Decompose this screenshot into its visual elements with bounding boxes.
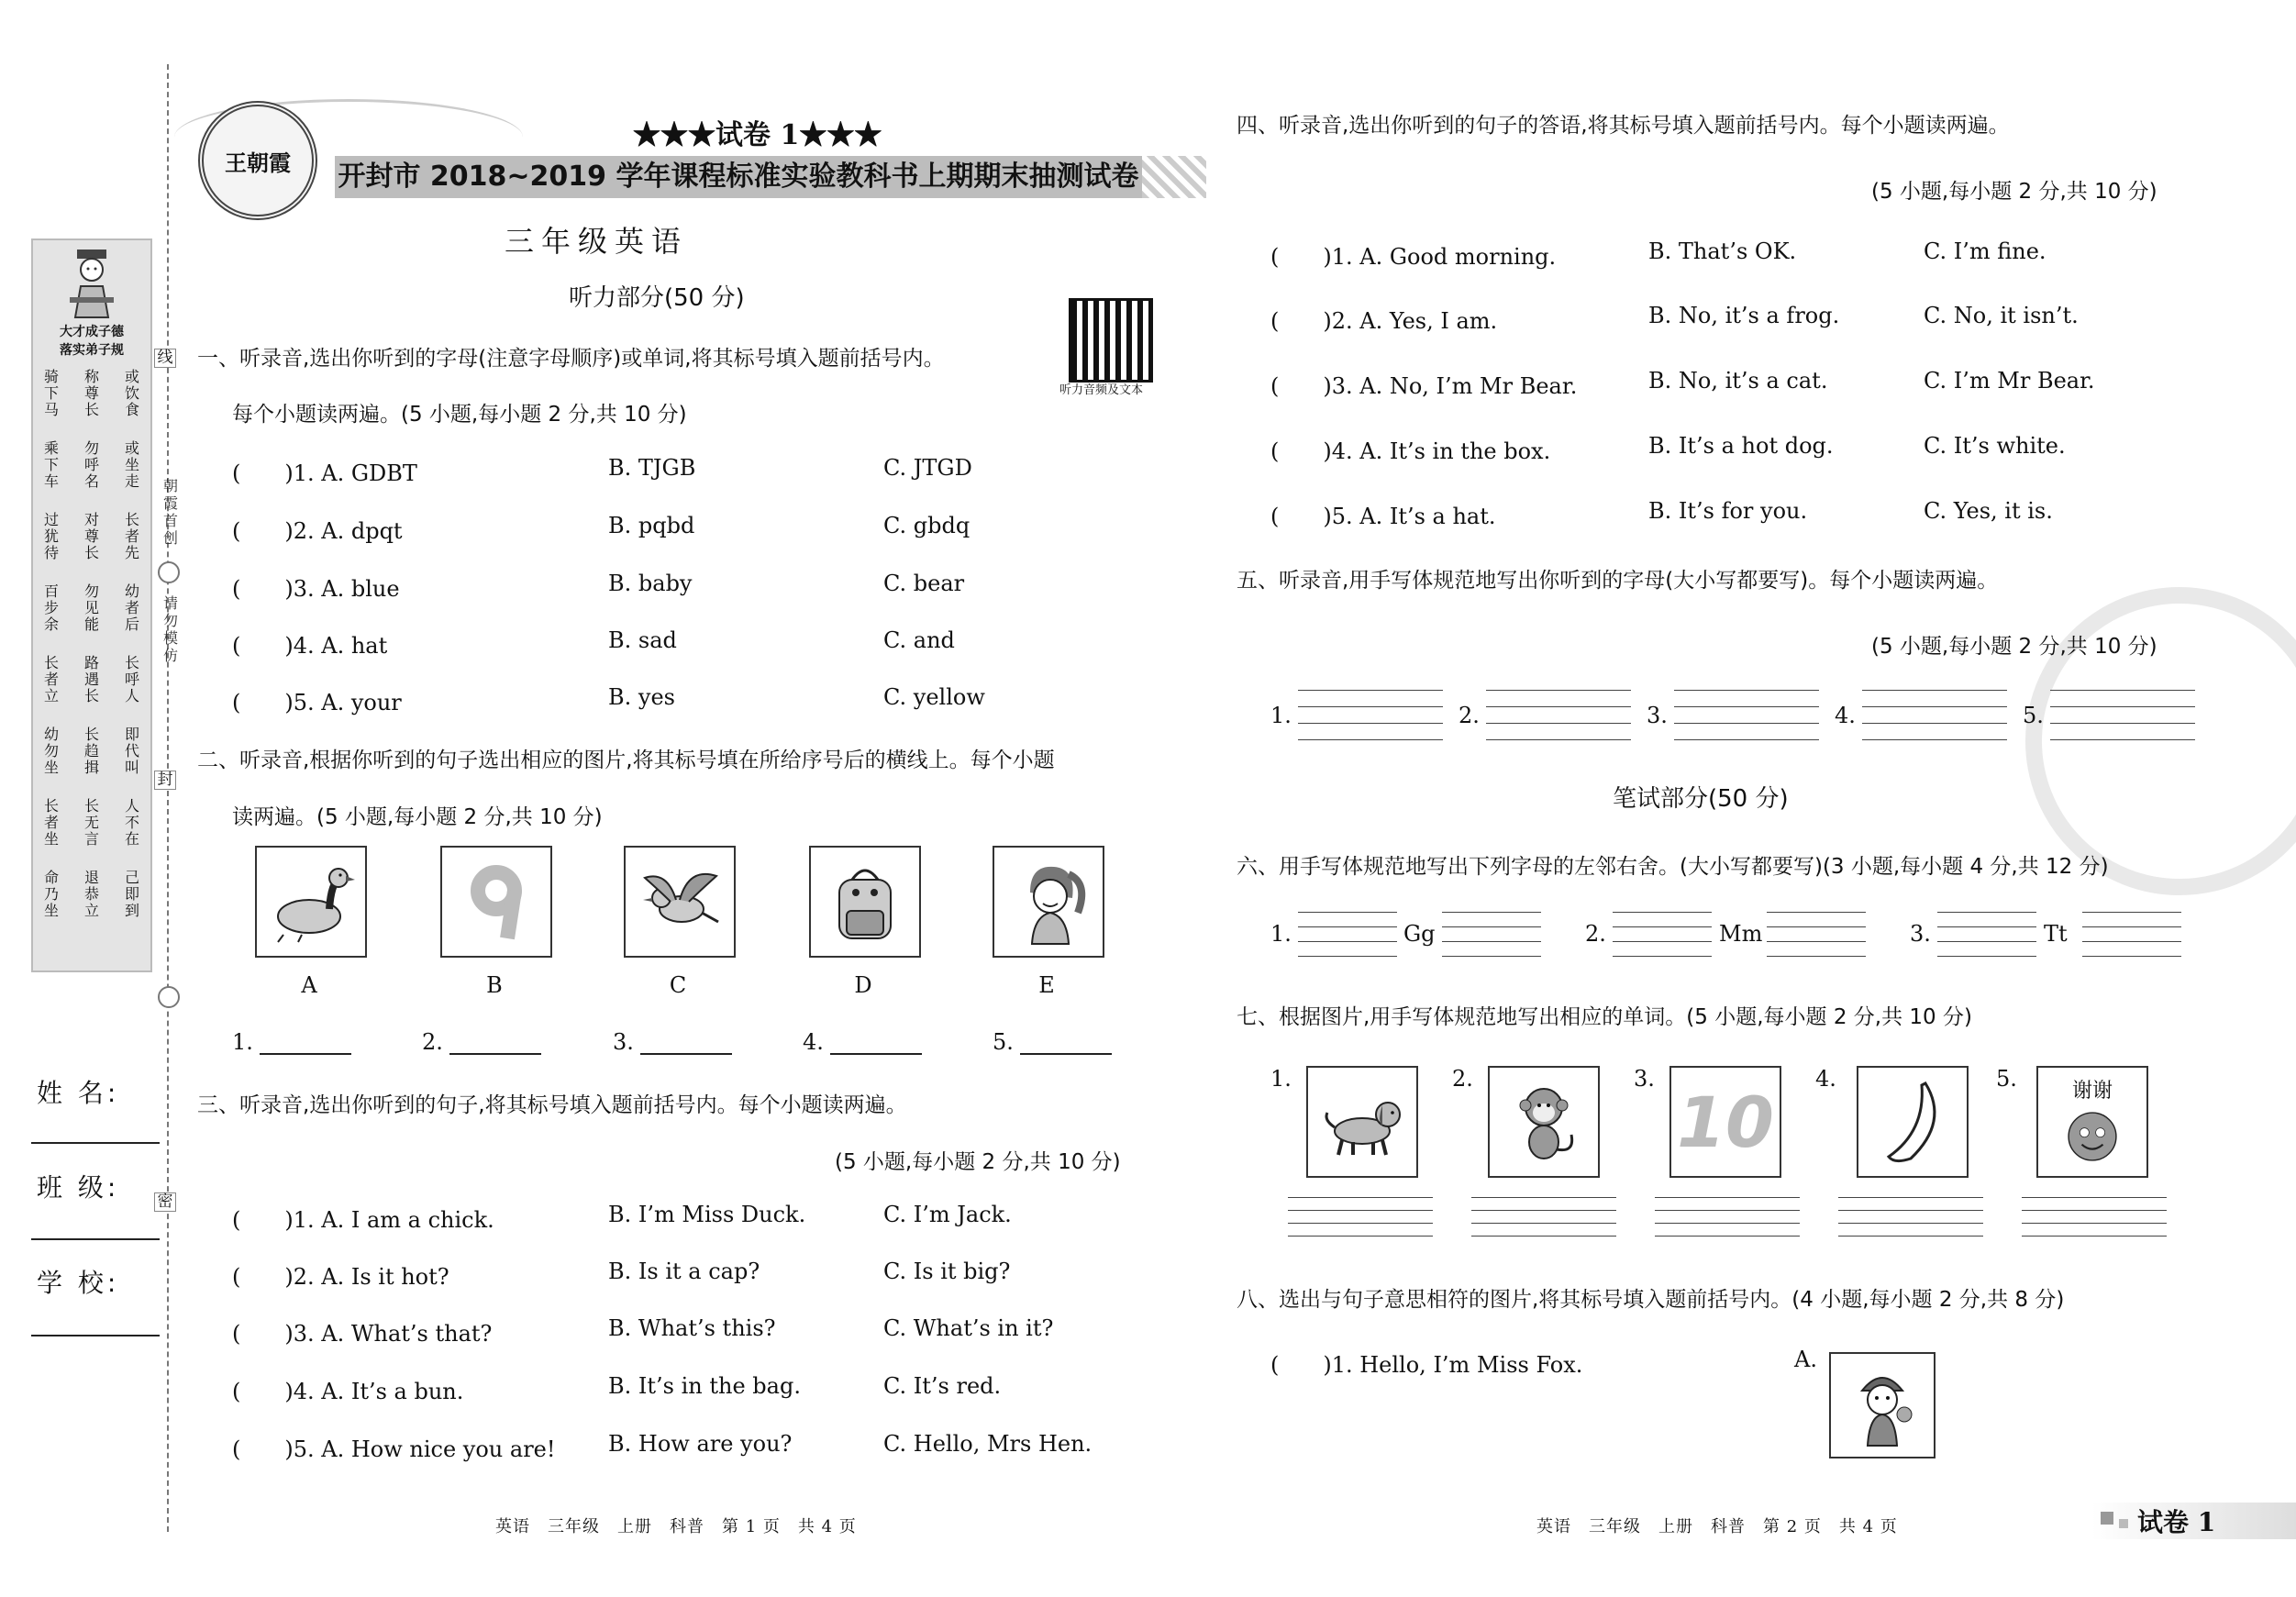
- bird-icon[interactable]: [624, 846, 736, 958]
- q4-opt-b[interactable]: B. No, it’s a cat.: [1648, 368, 1828, 394]
- brand-logo: [198, 101, 317, 220]
- q2-answer-5: 5.: [993, 1029, 1014, 1055]
- girl-icon[interactable]: [993, 846, 1104, 958]
- q8-option-a-label: A.: [1794, 1347, 1817, 1372]
- motto-col: 或 坐 走: [124, 439, 139, 490]
- binding-ring-icon: [158, 986, 180, 1008]
- q4-opt-c[interactable]: C. No, it isn’t.: [1924, 303, 2079, 328]
- binding-label-seal: 封: [154, 771, 176, 790]
- q4-opt-a[interactable]: ( )4. A. It’s in the box.: [1270, 438, 1551, 464]
- number-ten-text: 10: [1677, 1081, 1774, 1163]
- school-label: 学 校:: [37, 1268, 120, 1298]
- writing-lines[interactable]: [2022, 1197, 2167, 1236]
- q4-heading: 四、听录音,选出你听到的句子的答语,将其标号填入题前括号内。每个小题读两遍。: [1237, 114, 2010, 138]
- q4-score: (5 小题,每小题 2 分,共 10 分): [1871, 180, 2157, 204]
- motto-col: 退 恭 立: [83, 869, 99, 919]
- answer-blank[interactable]: [260, 1053, 351, 1055]
- q3-opt-a[interactable]: ( )2. A. Is it hot?: [232, 1264, 449, 1290]
- q3-score: (5 小题,每小题 2 分,共 10 分): [835, 1150, 1121, 1174]
- writing-lines[interactable]: [1486, 690, 1631, 739]
- q3-opt-c[interactable]: C. Is it big?: [883, 1259, 1011, 1284]
- qr-caption: 听力音频及文本: [1059, 383, 1144, 397]
- writing-lines[interactable]: [1767, 912, 1866, 956]
- q5-number: 3.: [1647, 703, 1668, 728]
- number-ten-icon[interactable]: [1669, 1066, 1781, 1178]
- motto-col: 长 无 言: [83, 797, 99, 848]
- picture-label: A: [301, 972, 317, 998]
- q1-opt-b[interactable]: B. pqbd: [608, 513, 695, 538]
- writing-lines[interactable]: [1442, 912, 1541, 956]
- q1-opt-a[interactable]: ( )2. A. dpqt: [232, 518, 403, 544]
- banner-pattern: [1142, 156, 1206, 198]
- dog-icon[interactable]: [1306, 1066, 1418, 1178]
- writing-lines[interactable]: [1298, 912, 1397, 956]
- listening-title: 听力部分(50 分): [569, 284, 745, 312]
- q4-opt-b[interactable]: B. No, it’s a frog.: [1648, 303, 1840, 328]
- q1-heading: 一、听录音,选出你听到的字母(注意字母顺序)或单词,将其标号填入题前括号内。: [197, 347, 945, 371]
- name-field[interactable]: [31, 1142, 160, 1144]
- q4-opt-b[interactable]: B. It’s a hot dog.: [1648, 433, 1834, 459]
- binding-dashed-line: [167, 64, 169, 1532]
- q2-heading-2: 读两遍。(5 小题,每小题 2 分,共 10 分): [232, 805, 603, 829]
- writing-lines[interactable]: [1288, 1197, 1433, 1236]
- q2-heading: 二、听录音,根据你听到的句子选出相应的图片,将其标号填在所给序号后的横线上。每个小题: [197, 749, 1055, 772]
- q4-opt-a[interactable]: ( )2. A. Yes, I am.: [1270, 308, 1498, 334]
- motto-col: 幼 勿 坐: [43, 726, 59, 776]
- class-label: 班 级:: [37, 1172, 120, 1203]
- q6-heading: 六、用手写体规范地写出下列字母的左邻右舍。(大小写都要写)(3 小题,每小题 4 分,共 12 分): [1237, 855, 2109, 879]
- q1-opt-c[interactable]: C. and: [883, 627, 955, 653]
- q6-number: 3.: [1910, 921, 1931, 947]
- q3-opt-b[interactable]: B. It’s in the bag.: [608, 1373, 801, 1399]
- motto-col: 即 代 叫: [124, 726, 139, 776]
- q7-number: 2.: [1452, 1066, 1473, 1092]
- q6-number: 2.: [1585, 921, 1606, 947]
- qr-code-icon[interactable]: [1069, 298, 1153, 383]
- q3-opt-c[interactable]: C. It’s red.: [883, 1373, 1002, 1399]
- footer-right: 英语 三年级 上册 科普 第 2 页 共 4 页: [1536, 1517, 1898, 1536]
- q7-number: 1.: [1270, 1066, 1292, 1092]
- footer-paper-tag: 试卷 1: [2137, 1507, 2216, 1537]
- q8-item-1[interactable]: ( )1. Hello, I’m Miss Fox.: [1270, 1352, 1583, 1378]
- q4-opt-b[interactable]: B. That’s OK.: [1648, 238, 1797, 264]
- school-field[interactable]: [31, 1335, 160, 1336]
- q6-letter: Gg: [1403, 921, 1436, 947]
- writing-lines[interactable]: [1937, 912, 2036, 956]
- motto-col: 命 乃 坐: [43, 869, 59, 919]
- writing-lines[interactable]: [1298, 690, 1443, 739]
- q5-number: 1.: [1270, 703, 1292, 728]
- duck-icon[interactable]: [255, 846, 367, 958]
- binding-label-line: 线: [154, 349, 176, 368]
- q1-opt-c[interactable]: C. yellow: [883, 684, 985, 710]
- q1-opt-c[interactable]: C. gbdq: [883, 513, 971, 538]
- q1-opt-c[interactable]: C. JTGD: [883, 455, 972, 481]
- motto-col: 幼 者 后: [124, 582, 139, 633]
- q8-heading: 八、选出与句子意思相符的图片,将其标号填入题前括号内。(4 小题,每小题 2 分,共 8 分): [1237, 1288, 2065, 1312]
- q3-opt-b[interactable]: B. What’s this?: [608, 1315, 776, 1341]
- writing-lines[interactable]: [1613, 912, 1712, 956]
- answer-blank[interactable]: [640, 1053, 732, 1055]
- motto-col: 长 呼 人: [124, 654, 139, 704]
- motto-col: 长 趋 揖: [83, 726, 99, 776]
- q3-opt-c[interactable]: C. Hello, Mrs Hen.: [883, 1431, 1093, 1457]
- answer-blank[interactable]: [830, 1053, 922, 1055]
- q2-answer-2: 2.: [422, 1029, 443, 1055]
- binding-text-2: 请 勿 模 仿: [162, 594, 178, 664]
- q2-answer-3: 3.: [613, 1029, 634, 1055]
- writing-lines[interactable]: [1674, 690, 1819, 739]
- q5-number: 2.: [1459, 703, 1480, 728]
- picture-label: C: [669, 972, 687, 998]
- motto-col: 长 者 先: [124, 511, 139, 561]
- q3-opt-a[interactable]: ( )1. A. I am a chick.: [232, 1207, 494, 1233]
- q3-opt-b[interactable]: B. Is it a cap?: [608, 1259, 760, 1284]
- q4-opt-c[interactable]: C. I’m Mr Bear.: [1924, 368, 2095, 394]
- written-title: 笔试部分(50 分): [1613, 785, 1789, 813]
- motto-line-2: 落实弟子规: [60, 343, 124, 358]
- motto-col: 称 尊 长: [83, 368, 99, 418]
- motto-col: 己 即 到: [124, 869, 139, 919]
- q3-opt-c[interactable]: C. I’m Jack.: [883, 1202, 1012, 1227]
- binding-label-secret: 密: [154, 1192, 176, 1212]
- writing-lines[interactable]: [2082, 912, 2181, 956]
- q5-heading: 五、听录音,用手写体规范地写出你听到的字母(大小写都要写)。每个小题读两遍。: [1237, 569, 1999, 593]
- schoolbag-icon[interactable]: [809, 846, 921, 958]
- motto-col: 人 不 在: [124, 797, 139, 848]
- picture-label: D: [854, 972, 872, 998]
- writing-lines[interactable]: [1862, 690, 2007, 739]
- q4-opt-c[interactable]: C. I’m fine.: [1924, 238, 2046, 264]
- motto-col: 百 步 余: [43, 582, 59, 633]
- motto-col: 长 者 坐: [43, 797, 59, 848]
- q4-opt-a[interactable]: ( )5. A. It’s a hat.: [1270, 504, 1496, 529]
- number-nine-icon[interactable]: [440, 846, 552, 958]
- motto-col: 勿 见 能: [83, 582, 99, 633]
- q1-opt-b[interactable]: B. sad: [608, 627, 677, 653]
- q3-opt-a[interactable]: ( )3. A. What’s that?: [232, 1321, 493, 1347]
- q3-opt-b[interactable]: B. How are you?: [608, 1431, 793, 1457]
- q2-answer-4: 4.: [803, 1029, 824, 1055]
- binding-text-1: 朝 霞 首 创: [162, 477, 178, 547]
- q1-opt-b[interactable]: B. TJGB: [608, 455, 696, 481]
- q3-opt-a[interactable]: ( )4. A. It’s a bun.: [232, 1379, 464, 1404]
- banana-icon[interactable]: [1857, 1066, 1969, 1178]
- motto-col: 或 饮 食: [124, 368, 139, 418]
- q4-opt-c[interactable]: C. It’s white.: [1924, 433, 2066, 459]
- q1-opt-b[interactable]: B. baby: [608, 571, 693, 596]
- class-field[interactable]: [31, 1238, 160, 1240]
- motto-col: 路 遇 长: [83, 654, 99, 704]
- q3-heading: 三、听录音,选出你听到的句子,将其标号填入题前括号内。每个小题读两遍。: [197, 1093, 907, 1117]
- picture-label: B: [486, 972, 503, 998]
- answer-blank[interactable]: [449, 1053, 541, 1055]
- footer-square-icon: [2101, 1512, 2113, 1525]
- q3-opt-a[interactable]: ( )5. A. How nice you are!: [232, 1436, 556, 1462]
- q7-number: 3.: [1634, 1066, 1655, 1092]
- motto-col: 对 尊 长: [83, 511, 99, 561]
- writing-lines[interactable]: [1471, 1197, 1616, 1236]
- motto-line-1: 大才成子德: [60, 325, 124, 339]
- q1-opt-c[interactable]: C. bear: [883, 571, 965, 596]
- motto-col: 骑 下 马: [43, 368, 59, 418]
- q4-opt-c[interactable]: C. Yes, it is.: [1924, 498, 2053, 524]
- q6-letter: Tt: [2044, 921, 2068, 947]
- answer-blank[interactable]: [1020, 1053, 1112, 1055]
- q5-score: (5 小题,每小题 2 分,共 10 分): [1871, 635, 2157, 659]
- writing-lines[interactable]: [1655, 1197, 1800, 1236]
- q5-number: 4.: [1835, 703, 1856, 728]
- q3-opt-b[interactable]: B. I’m Miss Duck.: [608, 1202, 806, 1227]
- q6-number: 1.: [1270, 921, 1292, 947]
- binding-ring-icon: [158, 561, 180, 583]
- q1-opt-a[interactable]: ( )5. A. your: [232, 690, 402, 715]
- name-label: 姓 名:: [37, 1078, 120, 1108]
- q4-opt-b[interactable]: B. It’s for you.: [1648, 498, 1808, 524]
- exam-banner: 开封市 2018~2019 学年课程标准实验教科书上期期末抽测试卷: [335, 156, 1142, 198]
- q7-number: 4.: [1815, 1066, 1836, 1092]
- q1-heading-2: 每个小题读两遍。(5 小题,每小题 2 分,共 10 分): [232, 403, 687, 427]
- q2-answer-1: 1.: [232, 1029, 253, 1055]
- paper-tag: ★★★试卷 1★★★: [633, 119, 882, 151]
- subject-title: 三年级英语: [504, 224, 688, 259]
- thanks-text: 谢谢: [2071, 1079, 2113, 1103]
- q7-heading: 七、根据图片,用手写体规范地写出相应的单词。(5 小题,每小题 2 分,共 10 分): [1237, 1005, 1972, 1029]
- q5-number: 5.: [2023, 703, 2044, 728]
- boy-icon[interactable]: [1829, 1352, 1936, 1458]
- q1-opt-b[interactable]: B. yes: [608, 684, 675, 710]
- q6-letter: Mm: [1719, 921, 1763, 947]
- picture-label: E: [1038, 972, 1055, 998]
- smiley-thanks-icon[interactable]: [2036, 1066, 2148, 1178]
- writing-lines[interactable]: [1838, 1197, 1983, 1236]
- q4-opt-a[interactable]: ( )3. A. No, I’m Mr Bear.: [1270, 373, 1578, 399]
- writing-lines[interactable]: [2050, 690, 2195, 739]
- q1-opt-a[interactable]: ( )4. A. hat: [232, 633, 388, 659]
- motto-col: 乘 下 车: [43, 439, 59, 490]
- footer-left: 英语 三年级 上册 科普 第 1 页 共 4 页: [495, 1517, 857, 1536]
- q3-opt-c[interactable]: C. What’s in it?: [883, 1315, 1054, 1341]
- footer-square-icon: [2119, 1519, 2128, 1528]
- motto-sidebar: [31, 238, 152, 972]
- q1-opt-a[interactable]: ( )1. A. GDBT: [232, 460, 417, 486]
- motto-col: 勿 呼 名: [83, 439, 99, 490]
- logo-text: 王朝霞: [225, 149, 291, 176]
- q1-opt-a[interactable]: ( )3. A. blue: [232, 576, 400, 602]
- motto-col: 长 者 立: [43, 654, 59, 704]
- q4-opt-a[interactable]: ( )1. A. Good morning.: [1270, 244, 1557, 270]
- q7-number: 5.: [1996, 1066, 2017, 1092]
- motto-col: 过 犹 待: [43, 511, 59, 561]
- monkey-icon[interactable]: [1488, 1066, 1600, 1178]
